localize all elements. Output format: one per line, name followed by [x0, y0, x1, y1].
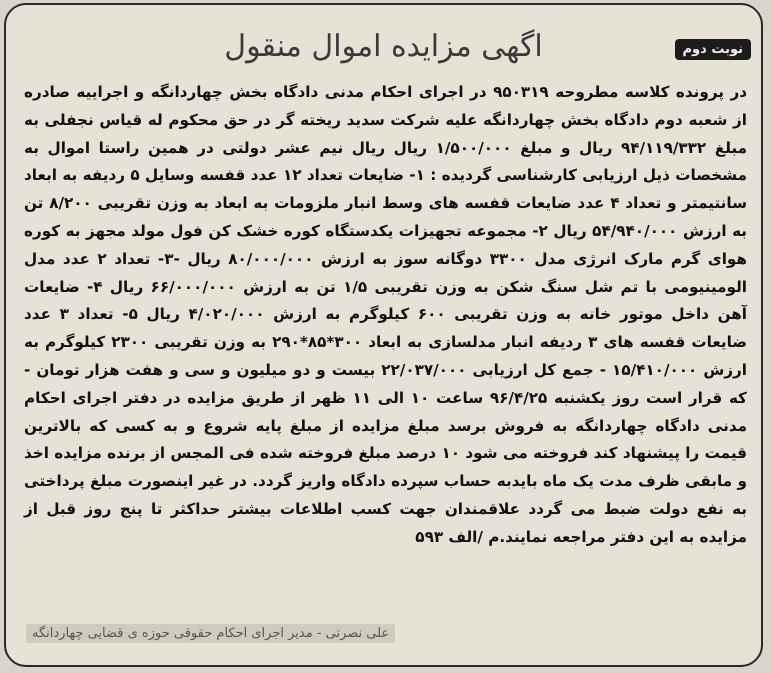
signature-line: علی نصرتی - مدیر اجرای احکام حقوقی حوزه ی قضایی چهاردانگه [26, 624, 395, 643]
auction-notice [4, 3, 763, 667]
notice-body: در پرونده کلاسه مطروحه ۹۵۰۳۱۹ در اجرای احکام مدنی دادگاه بخش چهاردانگه و اجراییه صادره از شعبه دوم دادگاه بخش چهاردانگه علیه شرکت سدید ریخته گر در حق محکوم له قیاس نجفلی به مبلغ ۹۴/۱۱۹/۳۳۲ ریال و مبلغ ۱/۵۰۰/۰۰۰ ریال ریال نیم عشر دولتی در همین راستا اموال به مشخصات ذیل ارزیابی کارشناسی گردیده : ۱- ضایعات تعداد ۱۲ عدد قفسه وسایل ۵ ردیفه به ابعاد سانتیمتر و تعداد ۴ عدد ضایعات قفسه های وسط انبار ملزومات به ابعاد به وزن تقریبی ۸/۲۰۰ تن به ارزش ۵۴/۹۴۰/۰۰۰ ریال ۲- مجموعه تجهیزات یکدستگاه کوره خشک کن فول مولد مجهز به کوره هوای گرم مارک انرژی مدل ۳۳۰۰ دوگانه سوز به ارزش ۸۰/۰۰۰/۰۰۰ ریال -۳- تعداد ۲ عدد مدل الومینیومی با تم شل سنگ شکن به وزن تقریبی ۱/۵ تن به ارزش ۶۶/۰۰۰/۰۰۰ ریال ۴- ضایعات آهن داخل موتور خانه به وزن تقریبی ۶۰۰ کیلوگرم به ارزش ۴/۰۲۰/۰۰۰ ریال ۵- تعداد ۳ عدد ضایعات قفسه های ۳ ردیفه انبار مدلسازی به ابعاد ۳۰۰*۸۵*۲۹۰ به وزن تقریبی ۲۳۰۰ کیلوگرم به ارزش ۱۵/۴۱۰/۰۰۰ - جمع کل ارزیابی ۲۲/۰۳۷/۰۰۰ بیست و دو میلیون و سی و هفت هزار تومان - که قرار است روز یکشنبه ۹۶/۴/۲۵ ساعت ۱۰ الی ۱۱ ظهر از طریق مزایده در دفتر اجرای احکام مدنی دادگاه چهاردانگه به فروش برسد مبلغ مزایده از مبلغ پایه شروع و به کسی که بالاترین قیمت را پیشنهاد کند فروخته می شود ۱۰ درصد مبلغ فروخته شده فی المجس از برنده مزایده اخذ و مابقی ظرف مدت یک ماه بایدبه حساب سپرده دادگاه واریز گردد. در غیر اینصورت مبلغ پرداختی به نفع دولت ضبط می گردد علاقمندان جهت کسب اطلاعات بیشتر حداکثر تا پنج روز قبل از مزایده به این دفتر مراجعه نمایند.م /الف ۵۹۳ [24, 83, 748, 546]
notice-title: اگهی مزایده اموال منقول [224, 29, 543, 64]
round-badge: نوبت دوم [675, 39, 751, 60]
